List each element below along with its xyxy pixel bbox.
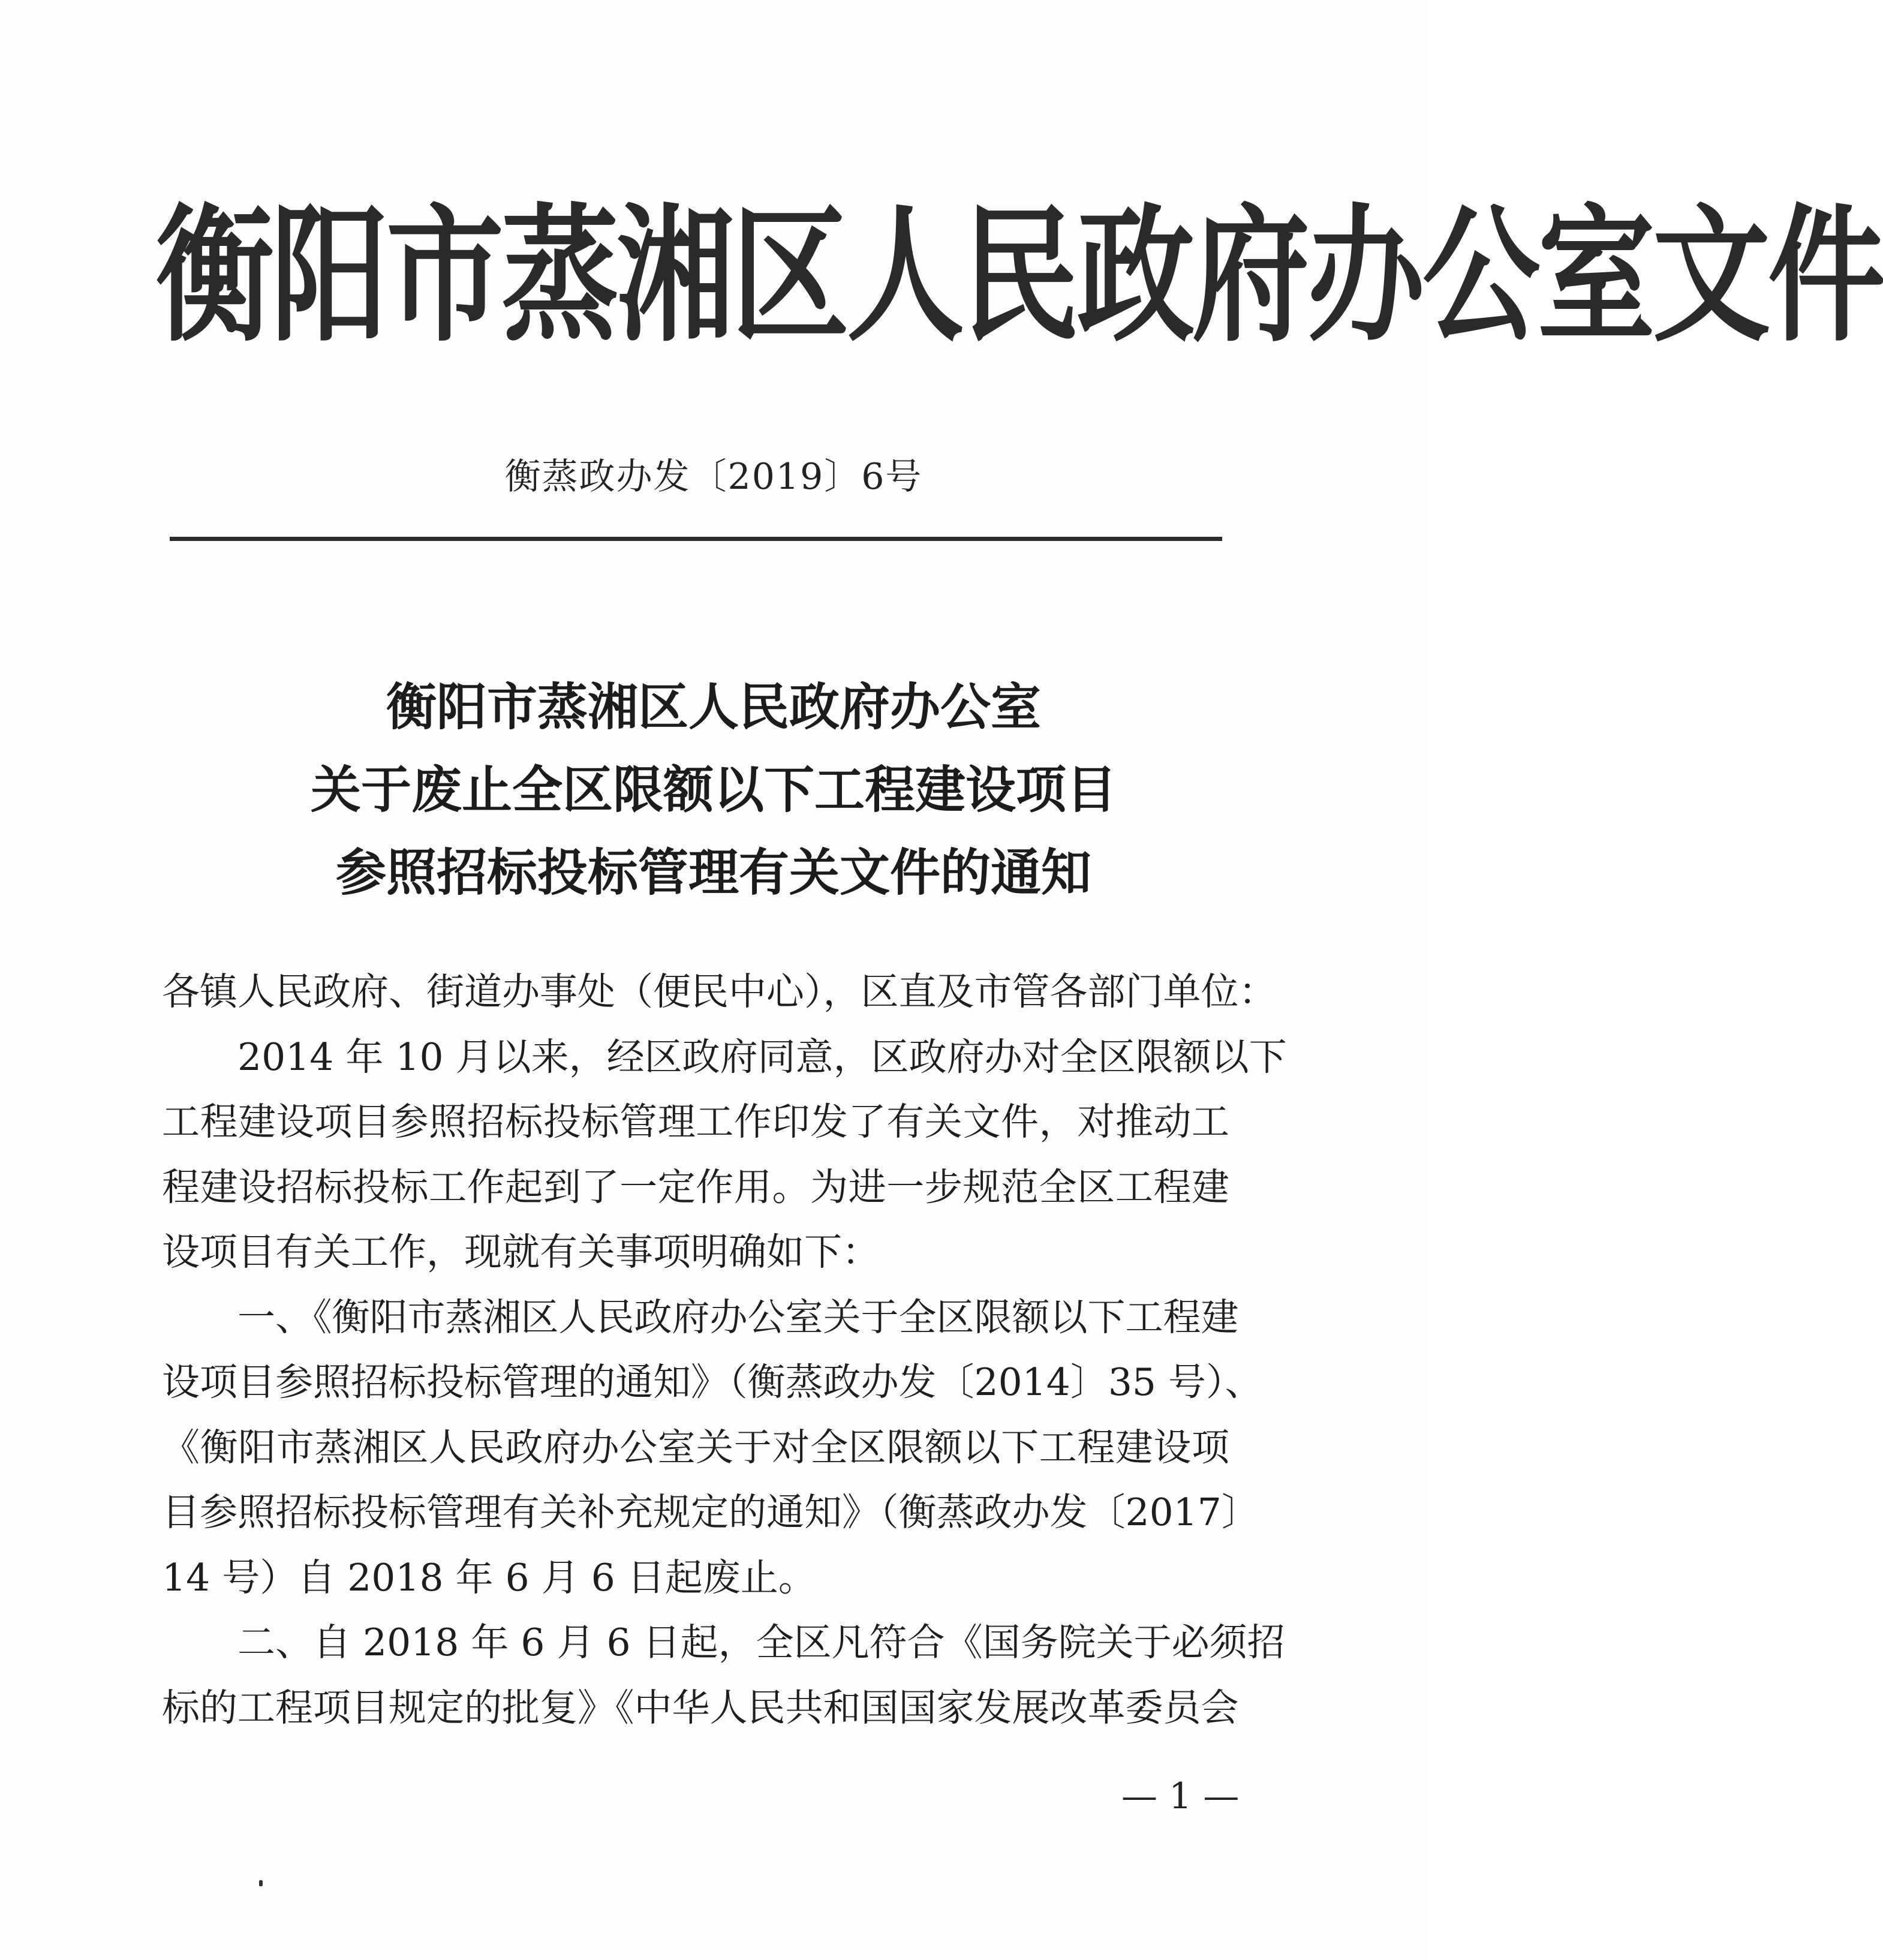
body-line-salutation: 各镇人民政府、街道办事处（便民中心），区直及市管各部门单位：: [162, 970, 1277, 1014]
page-number: — 1 —: [1121, 1775, 1240, 1817]
notice-title-line: 衡阳市蒸湘区人民政府办公室: [386, 678, 1041, 736]
body-line: 设项目有关工作，现就有关事项明确如下：: [162, 1230, 880, 1274]
document-number: 衡蒸政办发〔2019〕6号: [504, 456, 923, 498]
header-divider: [170, 537, 1222, 541]
document-header-title: 衡阳市蒸湘区人民政府办公室文件: [156, 190, 1883, 362]
notice-title-line: 关于废止全区限额以下工程建设项目: [310, 760, 1117, 819]
body-line: 目参照招标投标管理有关补充规定的通知》（衡蒸政办发〔2017〕: [162, 1490, 1259, 1534]
body-line: 标的工程项目规定的批复》《中华人民共和国国家发展改革委员会: [162, 1685, 1239, 1730]
notice-title-line: 参照招标投标管理有关文件的通知: [335, 843, 1091, 902]
body-line: 一、《衡阳市蒸湘区人民政府办公室关于全区限额以下工程建: [162, 1295, 1239, 1339]
body-line: 工程建设项目参照招标投标管理工作印发了有关文件，对推动工: [162, 1100, 1229, 1144]
body-line: 14 号）自 2018 年 6 月 6 日起废止。: [162, 1555, 816, 1600]
body-line: 2014 年 10 月以来，经区政府同意，区政府办对全区限额以下: [162, 1035, 1287, 1079]
notice-title: [0, 666, 1427, 914]
notice-body: [162, 960, 1287, 1740]
body-line: 设项目参照招标投标管理的通知》（衡蒸政办发〔2014〕35 号）、: [162, 1360, 1263, 1404]
scan-speck: [259, 1880, 263, 1886]
body-line: 程建设招标投标工作起到了一定作用。为进一步规范全区工程建: [162, 1165, 1229, 1209]
body-line: 《衡阳市蒸湘区人民政府办公室关于对全区限额以下工程建设项: [162, 1425, 1229, 1469]
body-line: 二、自 2018 年 6 月 6 日起，全区凡符合《国务院关于必须招: [162, 1621, 1285, 1664]
